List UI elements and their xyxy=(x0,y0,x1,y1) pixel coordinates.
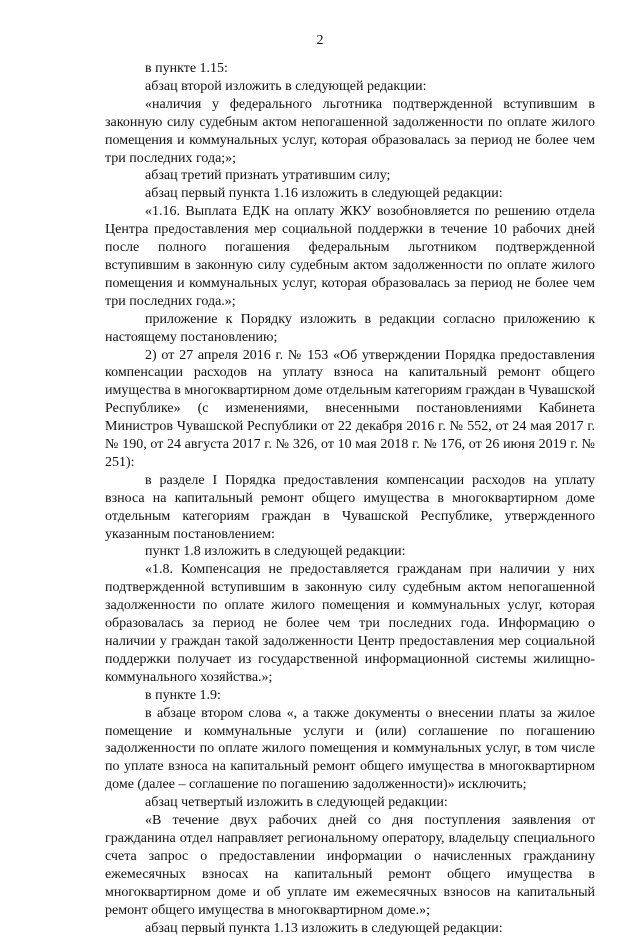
document-body xyxy=(105,60,595,937)
paragraph-10: пункт 1.8 изложить в следующей редакции: xyxy=(105,543,595,561)
paragraph-11: «1.8. Компенсация не предоставляется гражданам при наличии у них подтвержденной вступившим в законную силу судебным актом непогашенной задолженности по оплате жилого помещения и коммунальных услуг, которая образовалась за период не более чем три последних года. Информацию о наличии у граждан такой задолженности Центр предоставления мер социальной поддержки получает из государственной информационной системы жилищно-коммунального хозяйства.»; xyxy=(105,561,595,686)
paragraph-2: абзац второй изложить в следующей редакции: xyxy=(105,78,595,96)
paragraph-1: в пункте 1.15: xyxy=(105,60,595,78)
paragraph-8: 2) от 27 апреля 2016 г. № 153 «Об утверждении Порядка предоставления компенсации расходов на уплату взноса на капитальный ремонт общего имущества в многоквартирном доме отдельным категориям граждан в Чувашской Республике» (с изменениями, внесенными постановлениями Кабинета Министров Чувашской Республики от 22 декабря 2016 г. № 552, от 24 мая 2017 г. № 190, от 24 августа 2017 г. № 326, от 10 мая 2018 г. № 176, от 26 июня 2019 г. № 251): xyxy=(105,347,595,472)
paragraph-4: абзац третий признать утратившим силу; xyxy=(105,167,595,185)
paragraph-5: абзац первый пункта 1.16 изложить в следующей редакции: xyxy=(105,185,595,203)
page-number: 2 xyxy=(0,32,640,50)
paragraph-3: «наличия у федерального льготника подтвержденной вступившим в законную силу судебным актом непогашенной задолженности по оплате жилого помещения и коммунальных услуг, которая образовалась за период не более чем три последних года;»; xyxy=(105,96,595,168)
paragraph-14: абзац четвертый изложить в следующей редакции: xyxy=(105,794,595,812)
paragraph-7: приложение к Порядку изложить в редакции согласно приложению к настоящему постановлению; xyxy=(105,311,595,347)
paragraph-6: «1.16. Выплата ЕДК на оплату ЖКУ возобновляется по решению отдела Центра предоставления мер социальной поддержки в течение 10 рабочих дней после полного погашения федеральным льготником подтвержденной вступившим в законную силу судебным актом задолженности по оплате жилого помещения и коммунальных услуг, которая образовалась за период не более чем три последних года.»; xyxy=(105,203,595,310)
paragraph-9: в разделе I Порядка предоставления компенсации расходов на уплату взноса на капитальный ремонт общего имущества в многоквартирном доме отдельным категориям граждан в Чувашской Республике, утвержденного указанным постановлением: xyxy=(105,472,595,544)
paragraph-15: «В течение двух рабочих дней со дня поступления заявления от гражданина отдел направляет региональному оператору, владельцу специального счета запрос о предоставлении информации о начисленных гражданину ежемесячных взносах на капитальный ремонт общего имущества в многоквартирном доме и об уплате им ежемесячных взносов на капитальный ремонт общего имущества в многоквартирном доме.»; xyxy=(105,812,595,919)
paragraph-13: в абзаце втором слова «, а также документы о внесении платы за жилое помещение и коммунальные услуги и (или) соглашение по погашению задолженности по оплате жилого помещения и коммунальных услуг, в том числе по уплате взноса на капитальный ремонт общего имущества в многоквартирном доме (далее – соглашение по погашению задолженности)» исключить; xyxy=(105,705,595,795)
paragraph-16: абзац первый пункта 1.13 изложить в следующей редакции: xyxy=(105,920,595,937)
paragraph-12: в пункте 1.9: xyxy=(105,687,595,705)
